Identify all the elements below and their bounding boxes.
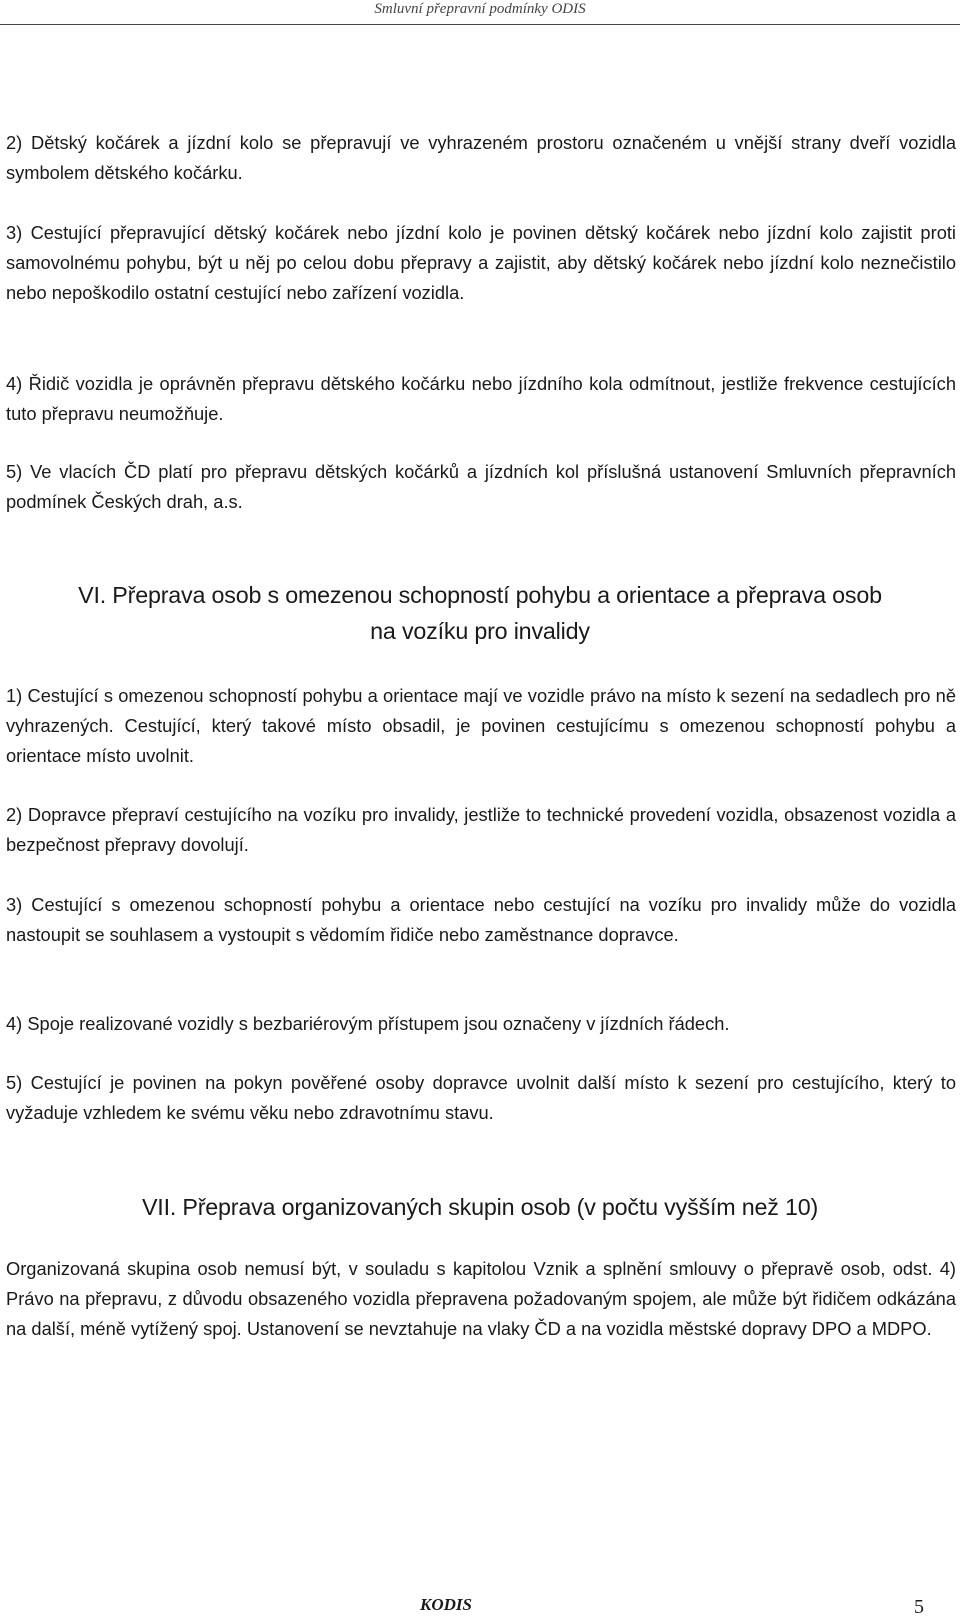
- paragraph-v-4: 4) Řidič vozidla je oprávněn přepravu dětského kočárku nebo jízdního kola odmítnout, jestliže frekvence cestujících tuto přepravu neumožňuje.: [6, 373, 956, 424]
- section-vi-heading-line2: na vozíku pro invalidy: [370, 618, 590, 644]
- paragraph-v-3: 3) Cestující přepravující dětský kočárek nebo jízdní kolo je povinen dětský kočárek nebo jízdní kolo zajistit proti samovolnému pohybu, být u něj po celou dobu přepravy a zajistit, aby dětský kočárek nebo jízdní kolo neznečistilo nebo nepoškodilo ostatní cestující nebo zařízení vozidla.: [6, 222, 956, 303]
- running-header: Smluvní přepravní podmínky ODIS: [374, 1, 586, 17]
- paragraph-vi-3: 3) Cestující s omezenou schopností pohybu a orientace nebo cestující na vozíku pro invalidy může do vozidla nastoupit se souhlasem a vystoupit s vědomím řidiče nebo zaměstnance dopravce.: [6, 894, 956, 945]
- header-divider: [0, 24, 960, 25]
- paragraph-vi-4: 4) Spoje realizované vozidly s bezbariérovým přístupem jsou označeny v jízdních řádech.: [6, 1013, 730, 1034]
- footer-brand: KODIS: [420, 1595, 472, 1614]
- page-number: 5: [914, 1596, 924, 1618]
- paragraph-vi-1: 1) Cestující s omezenou schopností pohybu a orientace mají ve vozidle právo na místo k sezení na sedadlech pro ně vyhrazených. Cestující, který takové místo obsadil, je povinen cestujícímu s omezenou schopností pohybu a orientace místo uvolnit.: [6, 685, 956, 766]
- paragraph-vii-1: Organizovaná skupina osob nemusí být, v souladu s kapitolou Vznik a splnění smlouvy o přepravě osob, odst. 4) Právo na přepravu, z důvodu obsazeného vozidla přepravena požadovaným spojem, ale může být řidičem odkázána na další, méně vytížený spoj. Ustanovení se nevztahuje na vlaky ČD a na vozidla městské dopravy DPO a MDPO.: [6, 1258, 956, 1339]
- section-vii-heading: VII. Přeprava organizovaných skupin osob (v počtu vyšším než 10): [141, 1194, 819, 1220]
- paragraph-vi-5: 5) Cestující je povinen na pokyn pověřené osoby dopravce uvolnit další místo k sezení pro cestujícího, který to vyžaduje vzhledem ke svému věku nebo zdravotnímu stavu.: [6, 1072, 956, 1123]
- paragraph-v-5: 5) Ve vlacích ČD platí pro přepravu dětských kočárků a jízdních kol příslušná ustanovení Smluvních přepravních podmínek Českých drah, a.s.: [6, 461, 956, 512]
- paragraph-vi-2: 2) Dopravce přepraví cestujícího na vozíku pro invalidy, jestliže to technické provedení vozidla, obsazenost vozidla a bezpečnost přepravy dovolují.: [6, 804, 956, 855]
- paragraph-v-2: 2) Dětský kočárek a jízdní kolo se přepravují ve vyhrazeném prostoru označeném u vnější strany dveří vozidla symbolem dětského kočárku.: [6, 132, 956, 183]
- section-vi-heading-line1: VI. Přeprava osob s omezenou schopností pohybu a orientace a přeprava osob: [78, 582, 882, 608]
